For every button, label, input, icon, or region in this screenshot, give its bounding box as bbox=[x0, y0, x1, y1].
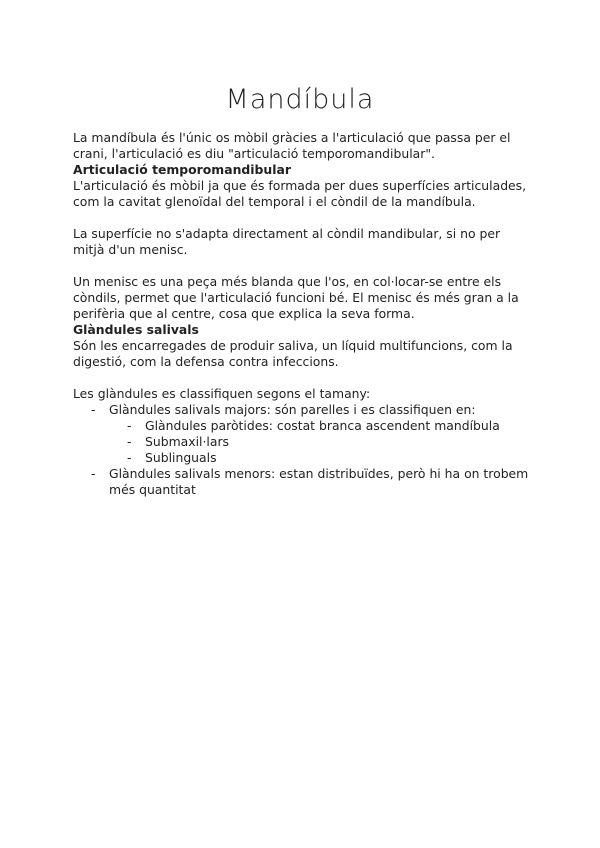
document-body bbox=[73, 130, 533, 498]
bullet-list bbox=[73, 402, 533, 498]
paragraph: La superfície no s'adapta directament al còndil mandibular, si no per mitjà d'un menisc. bbox=[73, 226, 501, 257]
list-item bbox=[73, 466, 533, 498]
paragraph: Són les encarregades de produir saliva, un líquid multifuncions, com la digestió, com la defensa contra infeccions. bbox=[73, 338, 513, 369]
page-title: Mandíbula bbox=[225, 84, 375, 115]
paragraph: Les glàndules es classifiquen segons el tamany: bbox=[73, 386, 371, 401]
list-item: - Glàndules paròtides: costat branca ascendent mandíbula bbox=[73, 418, 533, 434]
list-item bbox=[73, 402, 533, 466]
paragraph: Un menisc es una peça més blanda que l'os, en col·locar-se entre els còndils, permet que l'articulació funcioni bé. El menisc és més gran a la perifèria que al centre, cosa que explica la seva forma. bbox=[73, 274, 519, 321]
section-heading-articulacio: Articulació temporomandibular bbox=[73, 162, 291, 177]
intro-paragraph: La mandíbula és l'únic os mòbil gràcies a l'articulació que passa per el crani, l'articulació es diu "articulació temporomandibular". bbox=[73, 130, 511, 161]
list-item-text: Glàndules salivals majors: són parelles i es classifiquen en: bbox=[109, 402, 476, 417]
list-item: - Submaxil·lars bbox=[73, 434, 533, 450]
paragraph: L'articulació és mòbil ja que és formada per dues superfícies articulades, com la cavitat glenoïdal del temporal i el còndil de la mandíbula. bbox=[73, 178, 527, 209]
section-heading-glandules: Glàndules salivals bbox=[73, 322, 199, 337]
list-item: - Sublinguals bbox=[73, 450, 533, 466]
nested-bullet-list bbox=[109, 418, 533, 466]
list-item-text: Glàndules salivals menors: estan distribuïdes, però hi ha on trobem més quantitat bbox=[109, 466, 529, 497]
